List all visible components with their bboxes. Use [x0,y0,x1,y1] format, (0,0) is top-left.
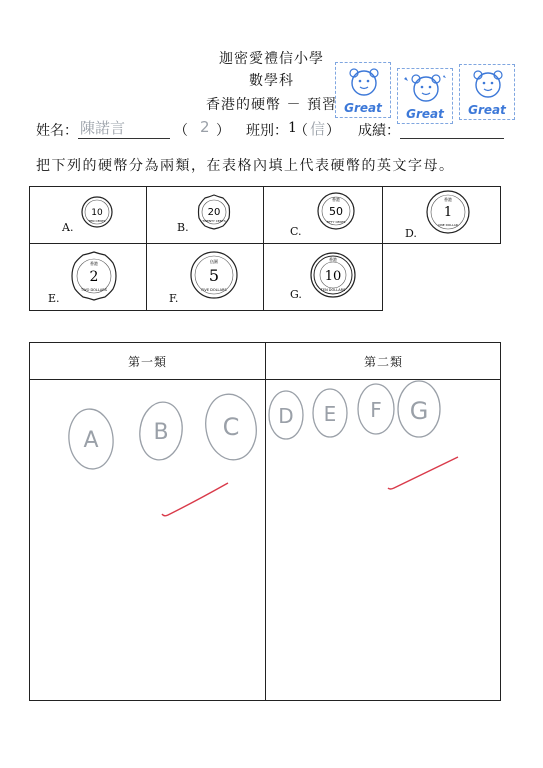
coin-10-dollars-icon [308,250,358,300]
coin-letter: G. [290,288,302,301]
name-value[interactable]: 陳諾言 [80,119,126,137]
number-close-paren: ） [216,123,230,139]
answer-letter-b: B [153,420,169,445]
answer-letter-g: G [409,397,429,425]
coin-value-text: 10 [91,208,103,218]
coin-top-text: 伍圓 [210,259,218,264]
coin-bottom-text: FIVE DOLLARS [201,288,227,292]
coin-10-cents-icon [80,195,114,229]
answer-table [29,342,501,701]
class-value: 1 [288,120,297,136]
coin-letter: F. [169,292,179,305]
coin-top-text: 香港 [329,257,337,262]
red-check-mark-2 [388,457,458,489]
stamp-word: Great [406,107,444,121]
number-value[interactable]: 2 [200,118,210,136]
great-stamps [335,58,525,120]
coin-20-cents-icon [195,193,233,231]
instruction-text: 把下列的硬幣分為兩類，在表格內填上代表硬幣的英文字母。 [36,158,455,174]
coin-cell-a [29,186,147,244]
coin-5-dollars-icon [189,250,239,300]
coin-letter: E. [48,292,60,305]
coin-50-cents-icon [316,191,356,231]
coin-bottom-text: TEN DOLLARS [320,288,346,292]
coin-cell-e [29,243,147,311]
coin-cell-b [146,186,264,244]
coin-cell-c [263,186,383,244]
answer-letter-a: A [83,428,99,453]
worksheet-topic: 香港的硬幣 － 預習 [206,97,337,113]
red-check-mark-1 [162,483,228,516]
great-stamp-2 [397,68,453,124]
great-stamp-1 [335,62,391,118]
class-label: 班別： [246,123,288,139]
coin-value-text: 20 [207,207,221,218]
coin-cell-g [263,243,383,311]
column-header-group-1: 第一類 [127,355,167,369]
coin-value-text: 1 [443,205,453,220]
coin-bottom-text: TEN CENTS [88,219,106,223]
coin-cell-f [146,243,264,311]
answer-letter-d: D [278,404,294,428]
coin-value-text: 10 [324,269,342,284]
score-label: 成績： [358,123,400,139]
coin-bottom-text: ONE DOLLAR [438,223,458,227]
coin-letter: A. [62,221,74,234]
coin-bottom-text: FIFTY CENTS [326,220,346,224]
coin-bottom-text: TWO DOLLARS [81,288,107,292]
coin-cell-d [382,186,501,244]
column-header-group-2: 第二類 [363,355,403,369]
coin-top-text: 香港 [332,197,340,202]
coin-letter: D. [405,227,417,240]
coin-value-text: 2 [89,269,99,285]
coin-letter: C. [290,225,302,238]
coin-2-dollars-icon [68,250,120,302]
school-name: 迦密愛禮信小學 [219,51,324,67]
stamp-word: Great [344,101,382,115]
coin-top-text: 香港 [444,197,452,202]
number-open-paren: （ [174,123,188,139]
class-close-paren: ） [326,123,340,139]
bear-face-icon [460,65,516,105]
coin-value-text: 50 [329,205,343,218]
coin-value-text: 5 [208,266,220,285]
stamp-word: Great [468,103,506,117]
answer-letter-e: E [323,402,337,426]
bear-face-icon [336,63,392,103]
name-underline [78,138,170,139]
coin-top-text: 香港 [90,261,98,266]
student-info-row [36,120,506,142]
bear-face-icon [398,69,454,109]
name-label: 姓名： [36,123,78,139]
class-open-paren: （ [294,123,308,139]
subject-name: 數學科 [249,73,294,89]
handwritten-answers [30,343,502,702]
great-stamp-3 [459,64,515,120]
coin-letter: B. [177,221,189,234]
answer-letter-f: F [370,398,382,422]
answer-letter-c: C [222,413,240,441]
coin-bottom-text: TWENTY CENTS [202,219,226,223]
class-handwritten[interactable]: 信 [310,120,326,138]
coin-1-dollar-icon [425,189,471,235]
score-underline [400,138,504,139]
